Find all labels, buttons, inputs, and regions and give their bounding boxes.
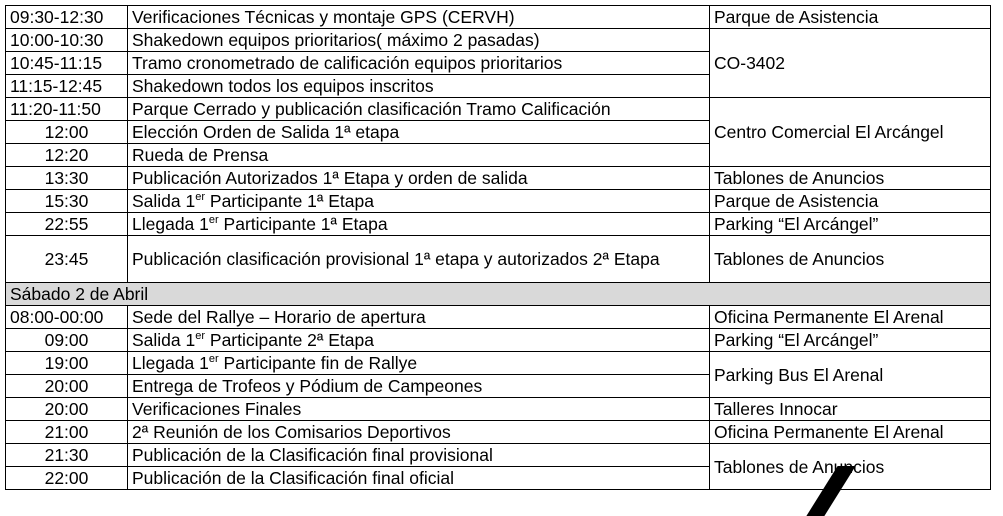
time-cell: 12:00	[6, 121, 128, 144]
time-cell: 21:30	[6, 444, 128, 467]
activity-cell: Shakedown todos los equipos inscritos	[128, 75, 710, 98]
table-row	[6, 329, 991, 352]
activity-cell	[128, 213, 710, 236]
activity-text: Salida 1	[132, 191, 196, 211]
time-cell: 09:00	[6, 329, 128, 352]
place-cell: Oficina Permanente El Arenal	[710, 421, 991, 444]
activity-cell: Publicación de la Clasificación final provisional	[128, 444, 710, 467]
activity-cell: Rueda de Prensa	[128, 144, 710, 167]
activity-cell: Sede del Rallye – Horario de apertura	[128, 306, 710, 329]
time-cell: 19:00	[6, 352, 128, 375]
activity-cell	[128, 329, 710, 352]
time-cell: 21:00	[6, 421, 128, 444]
activity-cell: Shakedown equipos prioritarios( máximo 2 pasadas)	[128, 29, 710, 52]
place-cell: CO-3402	[710, 29, 991, 98]
place-cell: Oficina Permanente El Arenal	[710, 306, 991, 329]
place-cell: Parque de Asistencia	[710, 190, 991, 213]
place-cell: Parking Bus El Arenal	[710, 352, 991, 398]
activity-cell: Publicación clasificación provisional 1ª etapa y autorizados 2ª Etapa	[128, 236, 710, 283]
ordinal-superscript: er	[195, 191, 206, 204]
place-cell: Centro Comercial El Arcángel	[710, 98, 991, 167]
activity-text: Participante 1ª Etapa	[205, 191, 374, 211]
activity-text: Participante 1ª Etapa	[218, 214, 388, 234]
time-cell: 09:30-12:30	[6, 6, 128, 29]
time-cell: 13:30	[6, 167, 128, 190]
activity-cell: Publicación Autorizados 1ª Etapa y orden de salida	[128, 167, 710, 190]
activity-cell	[128, 190, 710, 213]
time-cell: 22:55	[6, 213, 128, 236]
activity-text: Salida 1	[132, 330, 196, 350]
table-row	[6, 98, 991, 121]
activity-cell: Verificaciones Técnicas y montaje GPS (CERVH)	[128, 6, 710, 29]
time-cell: 11:15-12:45	[6, 75, 128, 98]
place-cell: Talleres Innocar	[710, 398, 991, 421]
activity-cell: Elección Orden de Salida 1ª etapa	[128, 121, 710, 144]
day-header: Sábado 2 de Abril	[6, 283, 991, 306]
activity-cell: Entrega de Trofeos y Pódium de Campeones	[128, 375, 710, 398]
table-row	[6, 6, 991, 29]
activity-text: Participante 2ª Etapa	[205, 330, 374, 350]
time-cell: 23:45	[6, 236, 128, 283]
table-row	[6, 167, 991, 190]
time-cell: 10:00-10:30	[6, 29, 128, 52]
time-cell: 20:00	[6, 375, 128, 398]
table-row	[6, 398, 991, 421]
schedule-container	[5, 5, 991, 490]
table-row	[6, 190, 991, 213]
place-cell: Tablones de Anuncios	[710, 444, 991, 490]
activity-cell: Verificaciones Finales	[128, 398, 710, 421]
activity-cell: Parque Cerrado y publicación clasificación Tramo Calificación	[128, 98, 710, 121]
table-row	[6, 236, 991, 283]
activity-cell	[128, 352, 710, 375]
day-header-row	[6, 283, 991, 306]
table-row	[6, 352, 991, 375]
activity-cell: Tramo cronometrado de calificación equipos prioritarios	[128, 52, 710, 75]
time-cell: 11:20-11:50	[6, 98, 128, 121]
time-cell: 22:00	[6, 467, 128, 490]
table-row	[6, 421, 991, 444]
place-cell: Parking “El Arcángel”	[710, 329, 991, 352]
place-cell: Parque de Asistencia	[710, 6, 991, 29]
schedule-table	[5, 5, 991, 490]
time-cell: 10:45-11:15	[6, 52, 128, 75]
activity-text: Llegada 1	[132, 214, 209, 234]
ordinal-superscript: er	[208, 353, 219, 366]
place-cell: Tablones de Anuncios	[710, 236, 991, 283]
time-cell: 20:00	[6, 398, 128, 421]
time-cell: 12:20	[6, 144, 128, 167]
activity-text: Participante fin de Rallye	[218, 353, 418, 373]
table-row	[6, 29, 991, 52]
table-row	[6, 444, 991, 467]
activity-cell: Publicación de la Clasificación final oficial	[128, 467, 710, 490]
ordinal-superscript: er	[208, 214, 219, 227]
table-row	[6, 306, 991, 329]
place-cell: Tablones de Anuncios	[710, 167, 991, 190]
time-cell: 08:00-00:00	[6, 306, 128, 329]
ordinal-superscript: er	[195, 330, 206, 343]
activity-cell: 2ª Reunión de los Comisarios Deportivos	[128, 421, 710, 444]
activity-text: Llegada 1	[132, 353, 209, 373]
place-cell: Parking “El Arcángel”	[710, 213, 991, 236]
time-cell: 15:30	[6, 190, 128, 213]
table-row	[6, 213, 991, 236]
